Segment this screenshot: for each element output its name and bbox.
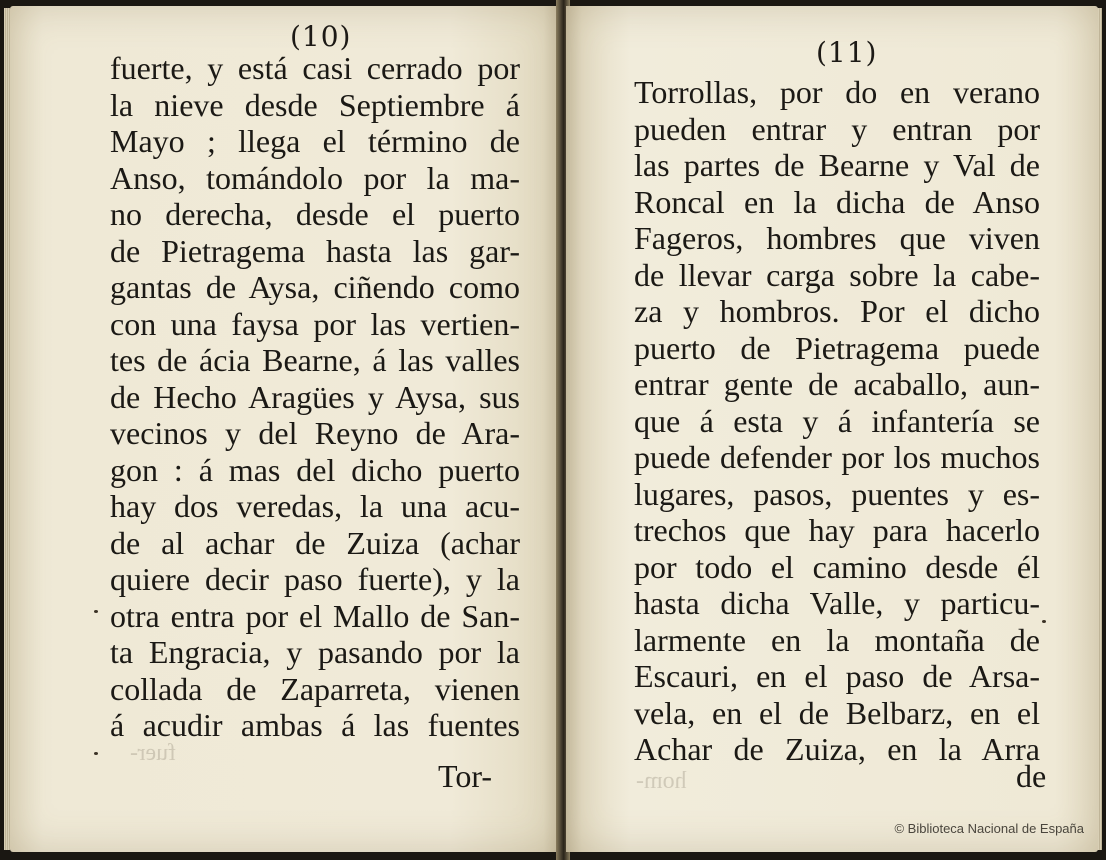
ink-speck bbox=[1042, 620, 1046, 623]
text-line: puerto de Pietragema puede bbox=[634, 329, 1040, 366]
text-line: que á esta y á infantería se bbox=[634, 402, 1040, 439]
text-line: Roncal en la dicha de Anso bbox=[634, 183, 1040, 220]
text-line: otra entra por el Mallo de San- bbox=[110, 597, 520, 634]
text-line: gantas de Aysa, ciñendo como bbox=[110, 269, 520, 305]
text-line: collada de Zaparreta, vienen bbox=[110, 670, 520, 707]
left-catchword: Tor- bbox=[438, 758, 492, 794]
ink-speck bbox=[94, 610, 98, 613]
right-catchword: de bbox=[1016, 758, 1047, 794]
text-line: Anso, tomándolo por la ma- bbox=[110, 159, 520, 196]
left-page-text bbox=[110, 50, 520, 744]
text-line: á acudir ambas á las fuentes bbox=[110, 707, 520, 743]
text-line: tes de ácia Bearne, á las valles bbox=[110, 342, 520, 378]
text-line: de al achar de Zuiza (achar bbox=[110, 524, 520, 561]
text-line: lugares, pasos, puentes y es- bbox=[634, 475, 1040, 512]
right-page-text bbox=[634, 74, 1040, 768]
copyright-watermark: © Biblioteca Nacional de España bbox=[894, 821, 1084, 836]
text-line: la nieve desde Septiembre á bbox=[110, 86, 520, 123]
text-line: Torrollas, por do en verano bbox=[634, 74, 1040, 110]
right-page-number: (11) bbox=[816, 36, 878, 69]
text-line: vecinos y del Reyno de Ara- bbox=[110, 415, 520, 451]
text-line: trechos que hay para hacerlo bbox=[634, 512, 1040, 548]
text-line: puede defender por los muchos bbox=[634, 439, 1040, 475]
text-line: las partes de Bearne y Val de bbox=[634, 147, 1040, 183]
left-page-number: (10) bbox=[290, 20, 352, 53]
text-line: de llevar carga sobre la cabe- bbox=[634, 256, 1040, 293]
text-line: larmente en la montaña de bbox=[634, 621, 1040, 658]
text-line: gon : á mas del dicho puerto bbox=[110, 451, 520, 488]
text-line: za y hombros. Por el dicho bbox=[634, 293, 1040, 329]
left-bleed-through: fuer- bbox=[130, 740, 177, 766]
text-line: hay dos veredas, la una acu- bbox=[110, 488, 520, 524]
text-line: pueden entrar y entran por bbox=[634, 110, 1040, 147]
ink-speck bbox=[94, 752, 98, 755]
text-line: fuerte, y está casi cerrado por bbox=[110, 50, 520, 86]
text-line: vela, en el de Belbarz, en el bbox=[634, 694, 1040, 731]
text-line: Achar de Zuiza, en la Arra bbox=[634, 731, 1040, 767]
text-line: por todo el camino desde él bbox=[634, 548, 1040, 585]
text-line: no derecha, desde el puerto bbox=[110, 196, 520, 232]
text-line: Mayo ; llega el término de bbox=[110, 123, 520, 159]
text-line: de Hecho Aragües y Aysa, sus bbox=[110, 378, 520, 415]
text-line: Escauri, en el paso de Arsa- bbox=[634, 658, 1040, 694]
text-line: Fageros, hombres que viven bbox=[634, 220, 1040, 256]
text-line: con una faysa por las vertien- bbox=[110, 305, 520, 342]
right-bleed-through: hom- bbox=[636, 768, 687, 794]
text-line: quiere decir paso fuerte), y la bbox=[110, 561, 520, 597]
left-page bbox=[10, 6, 560, 852]
right-page bbox=[566, 6, 1098, 852]
text-line: entrar gente de acaballo, aun- bbox=[634, 366, 1040, 402]
text-line: hasta dicha Valle, y particu- bbox=[634, 585, 1040, 621]
text-line: ta Engracia, y pasando por la bbox=[110, 634, 520, 670]
text-line: de Pietragema hasta las gar- bbox=[110, 232, 520, 269]
